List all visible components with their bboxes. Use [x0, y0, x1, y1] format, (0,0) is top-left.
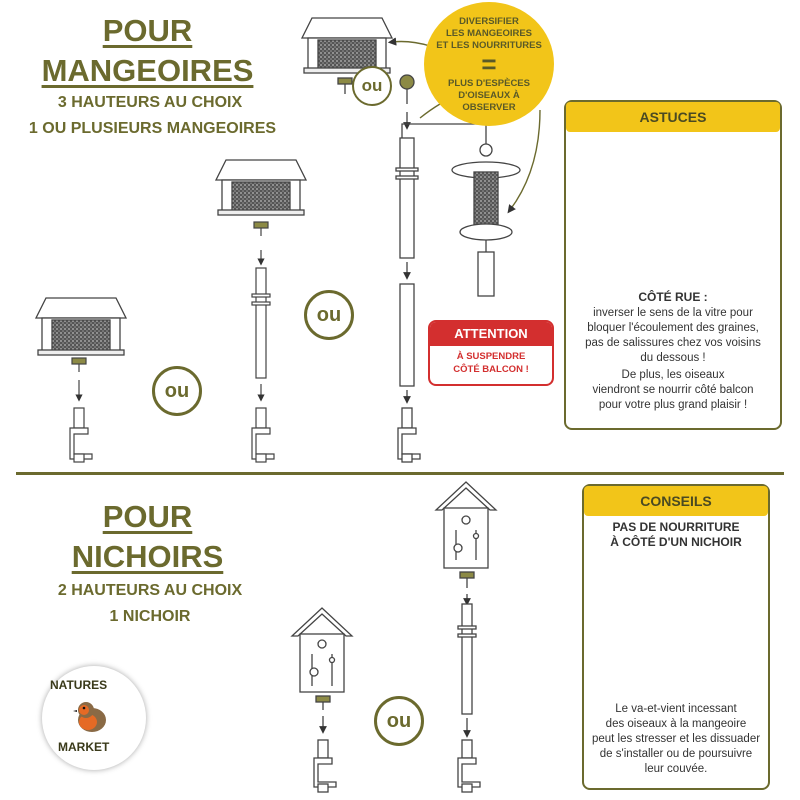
feeders-subtitle-heights: 3 HAUTEURS AU CHOIX: [57, 94, 243, 111]
ou-circle-top-1: ou: [352, 66, 392, 106]
nests-subtitle-heights: 2 HAUTEURS AU CHOIX: [57, 582, 243, 599]
tube-feeder: [452, 144, 520, 296]
tips-line3: pas de salissures chez vos voisins: [585, 337, 761, 349]
ou-circle-top-3: ou: [152, 366, 202, 416]
attention-line2: CÔTÉ BALCON !: [453, 364, 529, 375]
bubble-line4: PLUS D'ESPÈCES: [448, 78, 530, 89]
tips-line7: pour votre plus grand plaisir !: [598, 399, 748, 411]
advice-header: CONSEILS: [584, 486, 768, 516]
advice-title-line1: PAS DE NOURRITURE: [612, 520, 740, 534]
ou-circle-bottom: ou: [374, 696, 424, 746]
logo-top-text: NATURES: [50, 678, 108, 692]
tips-line2: bloquer l'écoulement des graines,: [587, 322, 759, 334]
robin-icon: [72, 696, 112, 736]
mount-left: [70, 358, 92, 462]
feeder-middle: [216, 160, 306, 215]
pole-middle: [252, 222, 274, 462]
tips-line4: du dessous !: [640, 352, 706, 364]
nestbox-short: [292, 608, 352, 792]
bubble-line3: ET LES NOURRITURES: [436, 40, 542, 51]
advice-title-line2: À CÔTÉ D'UN NICHOIR: [610, 535, 742, 549]
attention-title: ATTENTION: [430, 322, 552, 346]
attention-box: [428, 320, 554, 386]
natures-market-logo: [42, 666, 146, 770]
tips-line6: viendront se nourrir côté balcon: [592, 384, 754, 396]
robin-icon-svg: [72, 696, 112, 736]
bubble-line5: D'OISEAUX À: [458, 90, 520, 101]
bubble-line6: OBSERVER: [462, 102, 516, 113]
feeders-subtitle-count: 1 OU PLUSIEURS MANGEOIRES: [28, 120, 277, 137]
bubble-line1: DIVERSIFIER: [459, 16, 519, 27]
ou-circle-top-2: ou: [304, 290, 354, 340]
tips-line1: inverser le sens de la vitre pour: [593, 307, 753, 319]
tips-line5: De plus, les oiseaux: [621, 369, 725, 381]
feeders-title-line2: MANGEOIRES: [41, 53, 254, 88]
feeder-left: [36, 298, 126, 355]
advice-line5: leur couvée.: [644, 763, 708, 775]
section-divider: [16, 472, 784, 475]
feeders-title-line1: POUR: [102, 13, 193, 48]
tips-subtitle: CÔTÉ RUE :: [638, 290, 708, 304]
bubble-equals: =: [481, 49, 497, 79]
nests-subtitle-count: 1 NICHOIR: [109, 608, 191, 625]
logo-bottom-text: MARKET: [58, 740, 110, 754]
bubble-line2: LES MANGEOIRES: [445, 28, 533, 39]
advice-line2: des oiseaux à la mangeoire: [605, 718, 747, 730]
nests-title-line2: NICHOIRS: [71, 539, 224, 574]
attention-line1: À SUSPENDRE: [456, 351, 526, 362]
nests-title-line1: POUR: [102, 499, 193, 534]
tips-header: ASTUCES: [566, 102, 780, 132]
advice-line4: de s'installer ou de poursuivre: [599, 748, 753, 760]
advice-line3: peut les stresser et les dissuader: [591, 733, 761, 745]
advice-line1: Le va-et-vient incessant: [615, 703, 737, 715]
nestbox-tall: [436, 482, 496, 792]
